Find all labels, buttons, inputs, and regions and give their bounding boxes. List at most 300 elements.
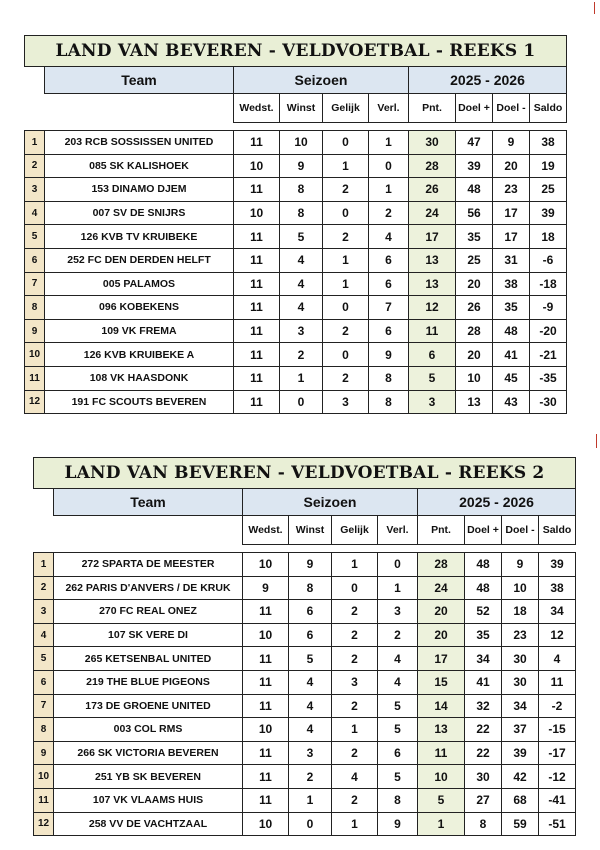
team-name-cell: 007 SV DE SNIJRS [45, 201, 234, 225]
rank-cell: 11 [25, 366, 45, 390]
rank-cell: 2 [34, 576, 54, 600]
goal-diff-cell: -2 [539, 694, 576, 718]
lost-cell: 6 [369, 248, 409, 272]
season-header: Seizoen [243, 489, 418, 516]
won-cell: 0 [289, 812, 332, 836]
goals-for-column-header: Doel + [456, 94, 493, 123]
rank-cell: 9 [34, 741, 54, 765]
table-row [34, 812, 576, 836]
table-row [25, 154, 567, 178]
goal-diff-cell: 39 [539, 553, 576, 577]
points-cell: 17 [418, 647, 465, 671]
goals-against-cell: 59 [502, 812, 539, 836]
blank-cell [54, 516, 243, 545]
points-column-header: Pnt. [409, 94, 456, 123]
drawn-cell: 2 [332, 694, 378, 718]
played-cell: 11 [234, 248, 280, 272]
rank-cell: 10 [34, 765, 54, 789]
blank-cell [25, 67, 45, 94]
table-row [25, 272, 567, 296]
lost-cell: 6 [369, 272, 409, 296]
table-row [34, 647, 576, 671]
team-name-cell: 107 SK VERE DI [54, 623, 243, 647]
played-cell: 10 [234, 201, 280, 225]
drawn-cell: 2 [323, 178, 369, 202]
won-cell: 8 [280, 201, 323, 225]
points-cell: 13 [409, 248, 456, 272]
points-cell: 11 [409, 319, 456, 343]
table-row [25, 225, 567, 249]
goals-for-cell: 48 [465, 576, 502, 600]
goal-diff-column-header: Saldo [539, 516, 576, 545]
rank-cell: 12 [34, 812, 54, 836]
lost-column-header: Verl. [378, 516, 418, 545]
goals-against-cell: 30 [502, 647, 539, 671]
drawn-cell: 1 [332, 812, 378, 836]
rank-cell: 12 [25, 390, 45, 414]
goal-diff-cell: 38 [530, 131, 567, 155]
played-cell: 10 [243, 718, 289, 742]
lost-cell: 1 [369, 178, 409, 202]
lost-cell: 4 [378, 670, 418, 694]
table-row [34, 600, 576, 624]
goal-diff-cell: 39 [530, 201, 567, 225]
goals-for-cell: 48 [456, 178, 493, 202]
team-name-cell: 003 COL RMS [54, 718, 243, 742]
lost-cell: 6 [378, 741, 418, 765]
points-cell: 24 [418, 576, 465, 600]
points-cell: 1 [418, 812, 465, 836]
blank-cell [34, 489, 54, 516]
drawn-cell: 3 [332, 670, 378, 694]
drawn-column-header: Gelijk [332, 516, 378, 545]
points-cell: 5 [409, 366, 456, 390]
drawn-cell: 1 [323, 272, 369, 296]
red-edge-mark [594, 2, 595, 14]
rank-cell: 11 [34, 788, 54, 812]
played-cell: 11 [234, 296, 280, 320]
rank-cell: 5 [25, 225, 45, 249]
played-cell: 11 [243, 647, 289, 671]
red-edge-mark [596, 434, 597, 448]
drawn-cell: 2 [323, 225, 369, 249]
goals-for-cell: 28 [456, 319, 493, 343]
drawn-cell: 2 [332, 600, 378, 624]
goals-for-cell: 32 [465, 694, 502, 718]
drawn-cell: 1 [323, 248, 369, 272]
rank-cell: 3 [34, 600, 54, 624]
won-cell: 2 [289, 765, 332, 789]
goals-against-cell: 23 [502, 623, 539, 647]
played-cell: 11 [234, 178, 280, 202]
goals-for-cell: 56 [456, 201, 493, 225]
played-cell: 11 [234, 343, 280, 367]
lost-cell: 8 [378, 788, 418, 812]
table-row [25, 248, 567, 272]
played-cell: 11 [234, 366, 280, 390]
goals-against-column-header: Doel - [502, 516, 539, 545]
team-name-cell: 126 KVB TV KRUIBEKE [45, 225, 234, 249]
team-name-cell: 153 DINAMO DJEM [45, 178, 234, 202]
goal-diff-cell: -18 [530, 272, 567, 296]
rank-cell: 4 [25, 201, 45, 225]
lost-cell: 0 [378, 553, 418, 577]
points-cell: 30 [409, 131, 456, 155]
lost-cell: 5 [378, 765, 418, 789]
goals-against-cell: 17 [493, 201, 530, 225]
played-cell: 10 [234, 154, 280, 178]
goals-against-cell: 43 [493, 390, 530, 414]
drawn-cell: 1 [323, 154, 369, 178]
team-name-cell: 108 VK HAASDONK [45, 366, 234, 390]
points-cell: 24 [409, 201, 456, 225]
points-cell: 20 [418, 623, 465, 647]
team-column-header: Team [54, 489, 243, 516]
table-row [34, 623, 576, 647]
table-row [25, 296, 567, 320]
won-cell: 8 [280, 178, 323, 202]
team-name-cell: 109 VK FREMA [45, 319, 234, 343]
won-cell: 4 [280, 248, 323, 272]
won-cell: 1 [289, 788, 332, 812]
won-cell: 10 [280, 131, 323, 155]
lost-cell: 8 [369, 366, 409, 390]
table-row [25, 319, 567, 343]
rank-cell: 4 [34, 623, 54, 647]
table-row [25, 343, 567, 367]
table-row [25, 201, 567, 225]
goals-for-cell: 39 [456, 154, 493, 178]
won-cell: 4 [289, 670, 332, 694]
played-cell: 11 [234, 131, 280, 155]
played-cell: 11 [234, 390, 280, 414]
table-row [34, 670, 576, 694]
points-cell: 5 [418, 788, 465, 812]
goal-diff-cell: -21 [530, 343, 567, 367]
goals-for-cell: 52 [465, 600, 502, 624]
won-cell: 4 [280, 272, 323, 296]
goals-against-cell: 23 [493, 178, 530, 202]
drawn-cell: 1 [332, 553, 378, 577]
lost-cell: 6 [369, 319, 409, 343]
won-cell: 3 [280, 319, 323, 343]
rank-cell: 7 [34, 694, 54, 718]
goal-diff-cell: 11 [539, 670, 576, 694]
goal-diff-cell: 38 [539, 576, 576, 600]
goals-against-column-header: Doel - [493, 94, 530, 123]
won-cell: 1 [280, 366, 323, 390]
lost-cell: 1 [378, 576, 418, 600]
played-cell: 11 [234, 319, 280, 343]
points-cell: 28 [409, 154, 456, 178]
won-cell: 2 [280, 343, 323, 367]
table-row [34, 576, 576, 600]
goals-against-cell: 42 [502, 765, 539, 789]
goal-diff-cell: -20 [530, 319, 567, 343]
goals-against-cell: 68 [502, 788, 539, 812]
played-cell: 11 [243, 670, 289, 694]
team-name-cell: 270 FC REAL ONEZ [54, 600, 243, 624]
won-cell: 6 [289, 600, 332, 624]
lost-cell: 4 [369, 225, 409, 249]
points-cell: 15 [418, 670, 465, 694]
lost-cell: 1 [369, 131, 409, 155]
lost-cell: 2 [369, 201, 409, 225]
points-cell: 11 [418, 741, 465, 765]
lost-cell: 9 [378, 812, 418, 836]
played-column-header: Wedst. [234, 94, 280, 123]
goals-for-cell: 34 [465, 647, 502, 671]
lost-cell: 9 [369, 343, 409, 367]
rank-cell: 3 [25, 178, 45, 202]
blank-cell [45, 94, 234, 123]
won-column-header: Winst [280, 94, 323, 123]
played-cell: 11 [243, 741, 289, 765]
goals-against-cell: 20 [493, 154, 530, 178]
goal-diff-cell: 25 [530, 178, 567, 202]
played-column-header: Wedst. [243, 516, 289, 545]
goal-diff-cell: 18 [530, 225, 567, 249]
drawn-cell: 2 [332, 647, 378, 671]
lost-cell: 7 [369, 296, 409, 320]
drawn-cell: 2 [332, 623, 378, 647]
played-cell: 11 [234, 225, 280, 249]
table-row [25, 390, 567, 414]
team-name-cell: 262 PARIS D'ANVERS / DE KRUK [54, 576, 243, 600]
goals-for-cell: 35 [456, 225, 493, 249]
table-row [25, 366, 567, 390]
league-table-reeks-2 [33, 457, 576, 836]
goals-for-cell: 22 [465, 718, 502, 742]
goal-diff-cell: 34 [539, 600, 576, 624]
team-name-cell: 272 SPARTA DE MEESTER [54, 553, 243, 577]
played-cell: 11 [243, 600, 289, 624]
goals-against-cell: 9 [502, 553, 539, 577]
drawn-cell: 0 [323, 131, 369, 155]
rank-cell: 5 [34, 647, 54, 671]
rank-cell: 8 [25, 296, 45, 320]
table-row [25, 131, 567, 155]
years-header: 2025 - 2026 [418, 489, 576, 516]
goal-diff-cell: 19 [530, 154, 567, 178]
points-column-header: Pnt. [418, 516, 465, 545]
goal-diff-cell: 4 [539, 647, 576, 671]
standings-table [33, 457, 576, 836]
team-name-cell: 219 THE BLUE PIGEONS [54, 670, 243, 694]
won-cell: 6 [289, 623, 332, 647]
played-cell: 11 [243, 788, 289, 812]
drawn-cell: 0 [332, 576, 378, 600]
goal-diff-cell: -15 [539, 718, 576, 742]
rank-cell: 10 [25, 343, 45, 367]
team-name-cell: 126 KVB KRUIBEKE A [45, 343, 234, 367]
points-cell: 13 [409, 272, 456, 296]
lost-cell: 5 [378, 694, 418, 718]
team-name-cell: 107 VK VLAAMS HUIS [54, 788, 243, 812]
goals-against-cell: 41 [493, 343, 530, 367]
team-name-cell: 252 FC DEN DERDEN HELFT [45, 248, 234, 272]
goals-against-cell: 18 [502, 600, 539, 624]
won-cell: 3 [289, 741, 332, 765]
played-cell: 11 [243, 694, 289, 718]
points-cell: 14 [418, 694, 465, 718]
goals-against-cell: 31 [493, 248, 530, 272]
goals-for-cell: 41 [465, 670, 502, 694]
drawn-cell: 2 [332, 788, 378, 812]
table-row [25, 178, 567, 202]
points-cell: 10 [418, 765, 465, 789]
team-name-cell: 265 KETSENBAL UNITED [54, 647, 243, 671]
lost-cell: 3 [378, 600, 418, 624]
goals-for-cell: 8 [465, 812, 502, 836]
goal-diff-cell: 12 [539, 623, 576, 647]
rank-cell: 2 [25, 154, 45, 178]
drawn-cell: 4 [332, 765, 378, 789]
drawn-cell: 0 [323, 296, 369, 320]
goals-against-cell: 17 [493, 225, 530, 249]
lost-column-header: Verl. [369, 94, 409, 123]
standings-table [24, 35, 567, 414]
points-cell: 20 [418, 600, 465, 624]
won-cell: 9 [280, 154, 323, 178]
league-title: LAND VAN BEVEREN - VELDVOETBAL - REEKS 1 [25, 36, 567, 67]
league-title: LAND VAN BEVEREN - VELDVOETBAL - REEKS 2 [34, 458, 576, 489]
goals-against-cell: 35 [493, 296, 530, 320]
goals-for-cell: 26 [456, 296, 493, 320]
won-cell: 5 [280, 225, 323, 249]
team-column-header: Team [45, 67, 234, 94]
lost-cell: 5 [378, 718, 418, 742]
won-cell: 0 [280, 390, 323, 414]
goals-for-cell: 10 [456, 366, 493, 390]
won-cell: 4 [289, 694, 332, 718]
table-row [34, 741, 576, 765]
goal-diff-cell: -12 [539, 765, 576, 789]
won-column-header: Winst [289, 516, 332, 545]
years-header: 2025 - 2026 [409, 67, 567, 94]
goals-for-cell: 30 [465, 765, 502, 789]
drawn-cell: 0 [323, 343, 369, 367]
team-name-cell: 173 DE GROENE UNITED [54, 694, 243, 718]
goal-diff-cell: -9 [530, 296, 567, 320]
rank-cell: 8 [34, 718, 54, 742]
goal-diff-cell: -6 [530, 248, 567, 272]
goal-diff-cell: -17 [539, 741, 576, 765]
team-name-cell: 005 PALAMOS [45, 272, 234, 296]
goals-for-cell: 20 [456, 343, 493, 367]
won-cell: 9 [289, 553, 332, 577]
goals-for-cell: 13 [456, 390, 493, 414]
team-name-cell: 096 KOBEKENS [45, 296, 234, 320]
goals-against-cell: 37 [502, 718, 539, 742]
table-row [34, 553, 576, 577]
rank-cell: 1 [34, 553, 54, 577]
drawn-cell: 2 [323, 366, 369, 390]
drawn-cell: 1 [332, 718, 378, 742]
goal-diff-column-header: Saldo [530, 94, 567, 123]
lost-cell: 2 [378, 623, 418, 647]
table-row [34, 694, 576, 718]
team-name-cell: 266 SK VICTORIA BEVEREN [54, 741, 243, 765]
team-name-cell: 258 VV DE VACHTZAAL [54, 812, 243, 836]
won-cell: 4 [280, 296, 323, 320]
goal-diff-cell: -35 [530, 366, 567, 390]
goals-for-cell: 22 [465, 741, 502, 765]
lost-cell: 0 [369, 154, 409, 178]
lost-cell: 8 [369, 390, 409, 414]
rank-cell: 7 [25, 272, 45, 296]
points-cell: 6 [409, 343, 456, 367]
goals-for-cell: 48 [465, 553, 502, 577]
team-name-cell: 251 YB SK BEVEREN [54, 765, 243, 789]
drawn-cell: 3 [323, 390, 369, 414]
rank-cell: 6 [25, 248, 45, 272]
table-row [34, 788, 576, 812]
goals-for-cell: 47 [456, 131, 493, 155]
goal-diff-cell: -30 [530, 390, 567, 414]
table-row [34, 718, 576, 742]
season-header: Seizoen [234, 67, 409, 94]
drawn-cell: 2 [332, 741, 378, 765]
goals-against-cell: 48 [493, 319, 530, 343]
points-cell: 12 [409, 296, 456, 320]
rank-cell: 1 [25, 131, 45, 155]
goals-against-cell: 39 [502, 741, 539, 765]
league-table-reeks-1 [24, 35, 567, 414]
won-cell: 4 [289, 718, 332, 742]
goals-against-cell: 38 [493, 272, 530, 296]
points-cell: 26 [409, 178, 456, 202]
points-cell: 17 [409, 225, 456, 249]
drawn-cell: 0 [323, 201, 369, 225]
played-cell: 11 [234, 272, 280, 296]
goals-for-cell: 20 [456, 272, 493, 296]
blank-cell [34, 516, 54, 545]
drawn-column-header: Gelijk [323, 94, 369, 123]
goals-against-cell: 45 [493, 366, 530, 390]
team-name-cell: 203 RCB SOSSISSEN UNITED [45, 131, 234, 155]
played-cell: 10 [243, 623, 289, 647]
goal-diff-cell: -51 [539, 812, 576, 836]
table-row [34, 765, 576, 789]
goals-for-column-header: Doel + [465, 516, 502, 545]
rank-cell: 9 [25, 319, 45, 343]
team-name-cell: 085 SK KALISHOEK [45, 154, 234, 178]
goals-against-cell: 10 [502, 576, 539, 600]
won-cell: 5 [289, 647, 332, 671]
lost-cell: 4 [378, 647, 418, 671]
rank-cell: 6 [34, 670, 54, 694]
played-cell: 10 [243, 553, 289, 577]
played-cell: 10 [243, 812, 289, 836]
won-cell: 8 [289, 576, 332, 600]
drawn-cell: 2 [323, 319, 369, 343]
goal-diff-cell: -41 [539, 788, 576, 812]
points-cell: 3 [409, 390, 456, 414]
goals-against-cell: 9 [493, 131, 530, 155]
blank-cell [25, 94, 45, 123]
points-cell: 28 [418, 553, 465, 577]
played-cell: 11 [243, 765, 289, 789]
goals-against-cell: 34 [502, 694, 539, 718]
points-cell: 13 [418, 718, 465, 742]
team-name-cell: 191 FC SCOUTS BEVEREN [45, 390, 234, 414]
goals-for-cell: 35 [465, 623, 502, 647]
goals-against-cell: 30 [502, 670, 539, 694]
played-cell: 9 [243, 576, 289, 600]
goals-for-cell: 27 [465, 788, 502, 812]
goals-for-cell: 25 [456, 248, 493, 272]
